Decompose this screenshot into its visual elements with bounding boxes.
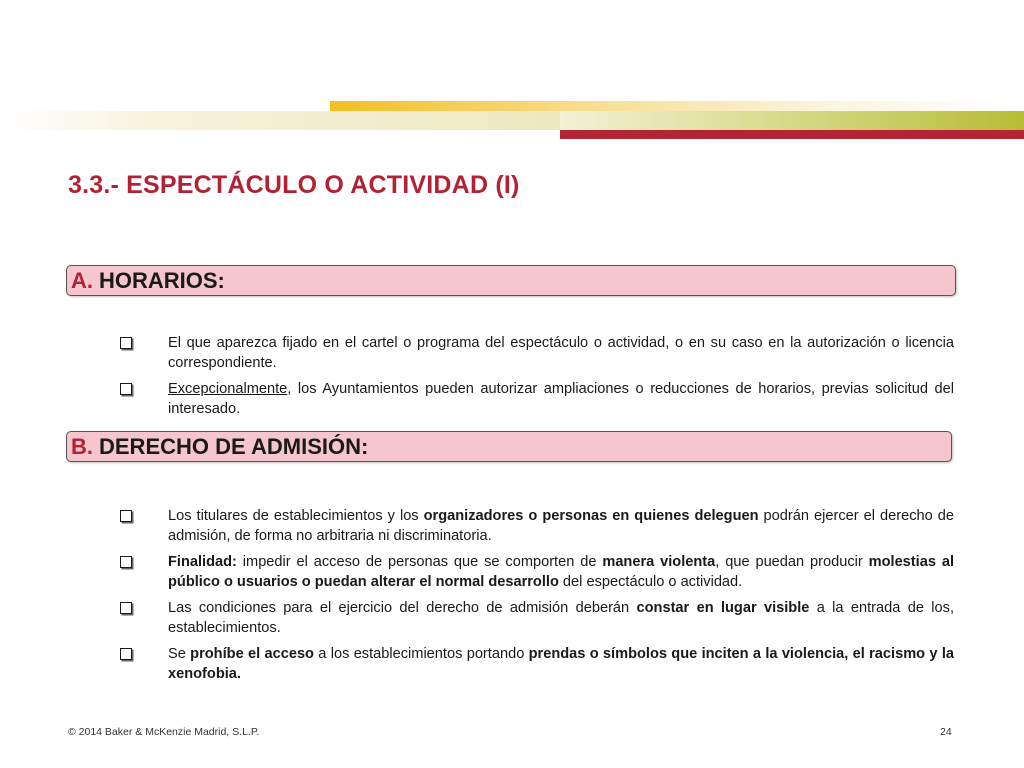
checkbox-bullet-icon [120,337,132,349]
list-item: El que aparezca fijado en el cartel o programa del espectáculo o actividad, o en su caso en la autorización o licencia correspondiente. [118,334,954,373]
list-item: Finalidad: impedir el acceso de personas que se comporten de manera violenta, que puedan producir molestias al público o usuarios o puedan alterar el normal desarrollo del espectáculo o actividad. [118,553,954,592]
list-item: Se prohíbe el acceso a los establecimientos portando prendas o símbolos que inciten a la violencia, el racismo y la xenofobia. [118,645,954,684]
section-a-letter: A. [71,267,93,293]
decorative-bar-green [560,111,1024,130]
section-b-bullet-list [118,507,954,691]
list-item: Excepcionalmente, los Ayuntamientos pueden autorizar ampliaciones o reducciones de horarios, previas solicitud del interesado. [118,380,954,419]
checkbox-bullet-icon [120,510,132,522]
checkbox-bullet-icon [120,556,132,568]
checkbox-bullet-icon [120,602,132,614]
decorative-bar-yellow [330,101,1024,111]
decorative-bar-left [0,111,560,130]
section-b-heading: DERECHO DE ADMISIÓN: [99,433,369,459]
slide-title: 3.3.- ESPECTÁCULO O ACTIVIDAD (I) [68,171,520,199]
section-a-heading: HORARIOS: [99,267,225,293]
section-a-header [66,265,956,296]
checkbox-bullet-icon [120,648,132,660]
section-a-bullet-list [118,334,954,426]
page-number: 24 [940,726,952,738]
list-item: Las condiciones para el ejercicio del derecho de admisión deberán constar en lugar visible a la entrada de los, establecimientos. [118,599,954,638]
decorative-bar-red [560,130,1024,139]
checkbox-bullet-icon [120,383,132,395]
list-item: Los titulares de establecimientos y los organizadores o personas en quienes deleguen podrán ejercer el derecho de admisión, de forma no arbitraria ni discriminatoria. [118,507,954,546]
section-b-header [66,431,952,462]
section-b-letter: B. [71,433,93,459]
footer-copyright: © 2014 Baker & McKenzie Madrid, S.L.P. [68,726,260,738]
